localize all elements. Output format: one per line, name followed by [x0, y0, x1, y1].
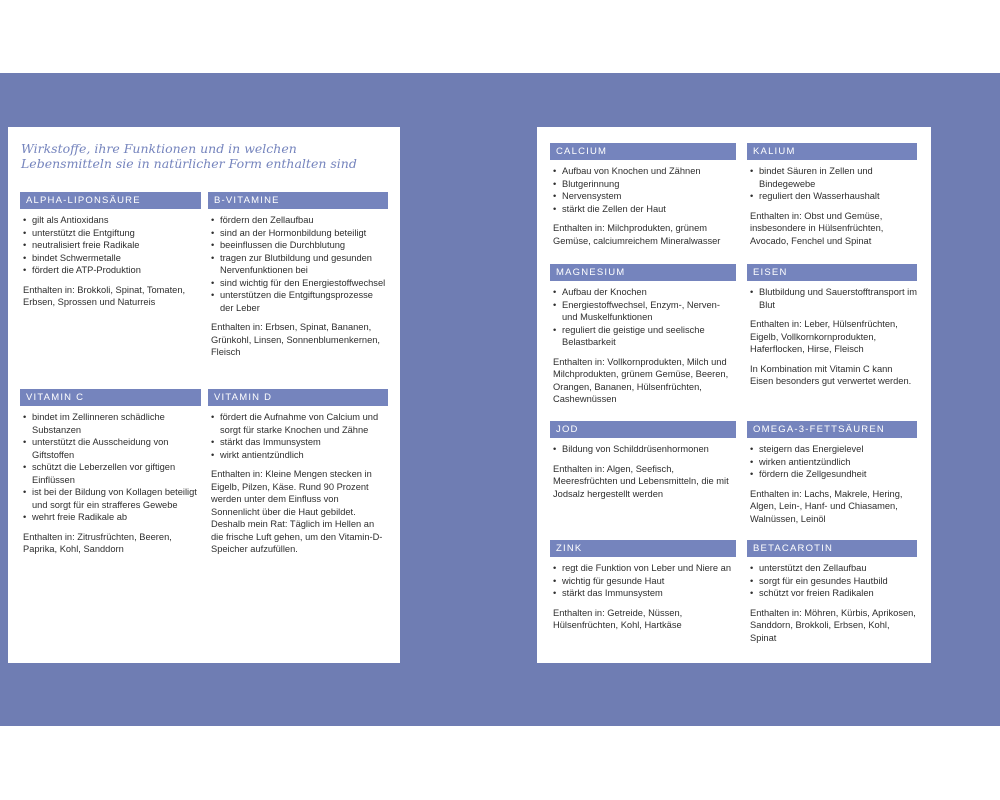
contained-in-text: Enthalten in: Leber, Hülsenfrüchten, Eigelb, Vollkornkornprodukten, Haferflocken, Hirse, Fleisch	[750, 319, 898, 354]
card-body	[550, 281, 736, 406]
list-item: • unterstützt die Ausscheidung von Giftstoffen	[23, 436, 201, 461]
list-item: • bindet Schwermetalle	[23, 252, 201, 265]
card-header: B-VITAMINE	[208, 192, 388, 209]
card-header: EISEN	[747, 264, 917, 281]
list-item: • wirken antientzündlich	[750, 456, 917, 469]
card-body	[20, 209, 201, 309]
card-calcium	[550, 143, 736, 247]
card-jod	[550, 421, 736, 500]
card-b-vitamine	[208, 192, 388, 359]
list-item: • tragen zur Blutbildung und gesunden Nervenfunktionen bei	[211, 252, 388, 277]
list-item: • unterstützt die Entgiftung	[23, 227, 201, 240]
list-item: • stärkt die Zellen der Haut	[553, 203, 736, 216]
list-item: • fördert die ATP-Produktion	[23, 264, 201, 277]
left-page	[8, 127, 400, 663]
card-header: CALCIUM	[550, 143, 736, 160]
bullet-list	[211, 214, 388, 314]
list-item: • bindet im Zellinneren schädliche Substanzen	[23, 411, 201, 436]
contained-in-text: Enthalten in: Zitrusfrüchten, Beeren, Paprika, Kohl, Sanddorn	[23, 531, 172, 554]
card-header: MAGNESIUM	[550, 264, 736, 281]
contained-in-text: Enthalten in: Kleine Mengen stecken in Eigelb, Pilzen, Käse. Rund 90 Prozent werden unter dem Einfluss von Sonnenlicht über die Haut gebildet. Deshalb mein Rat: Täglich im Hellen an die frische Luft gehen, um den Vitamin-D-Speicher aufzufüllen.	[211, 469, 383, 554]
card-zink	[550, 540, 736, 632]
list-item: • wehrt freie Radikale ab	[23, 511, 201, 524]
card-omega-3-fettsaeuren	[747, 421, 917, 525]
list-item: • wirkt antientzündlich	[211, 449, 388, 462]
bullet-list	[553, 286, 736, 349]
contained-in-text: Enthalten in: Möhren, Kürbis, Aprikosen, Sanddorn, Brokkoli, Erbsen, Kohl, Spinat	[750, 607, 916, 643]
list-item: • schützt vor freien Radikalen	[750, 587, 917, 600]
card-magnesium	[550, 264, 736, 406]
list-item: • reguliert den Wasserhaushalt	[750, 190, 917, 203]
bullet-list	[553, 165, 736, 215]
list-item: • Aufbau von Knochen und Zähnen	[553, 165, 736, 178]
card-header: ZINK	[550, 540, 736, 557]
bullet-list	[23, 411, 201, 524]
card-body	[20, 406, 201, 556]
list-item: • Energiestoffwechsel, Enzym-, Nerven- und Muskelfunktionen	[553, 299, 736, 324]
list-item: • bindet Säuren in Zellen und Bindegewebe	[750, 165, 917, 190]
bullet-list	[23, 214, 201, 277]
vitamin-c-note: In Kombination mit Vitamin C kann Eisen besonders gut verwertet werden.	[750, 363, 912, 386]
list-item: • sind wichtig für den Energiestoffwechsel	[211, 277, 388, 290]
list-item: • Nervensystem	[553, 190, 736, 203]
card-header: ALPHA-LIPONSÄURE	[20, 192, 201, 209]
list-item: • Bildung von Schilddrüsenhormonen	[553, 443, 736, 456]
card-vitamin-c	[20, 389, 201, 556]
list-item: • Aufbau der Knochen	[553, 286, 736, 299]
bullet-list	[211, 411, 388, 461]
card-body	[208, 209, 388, 359]
contained-in-text: Enthalten in: Milchprodukten, grünem Gemüse, calciumreichem Mineralwasser	[553, 223, 721, 246]
list-item: • unterstützt den Zellaufbau	[750, 562, 917, 575]
list-item: • sind an der Hormonbildung beteiligt	[211, 227, 388, 240]
card-alpha-liponsaeure	[20, 192, 201, 309]
contained-in-text: Enthalten in: Getreide, Nüssen, Hülsenfrüchten, Kohl, Hartkäse	[553, 607, 683, 630]
list-item: • wichtig für gesunde Haut	[553, 575, 736, 588]
list-item: • stärkt das Immunsystem	[211, 436, 388, 449]
contained-in-text: Enthalten in: Algen, Seefisch, Meeresfrüchten und Lebensmitteln, die mit Jodsalz hergestellt werden	[553, 463, 729, 499]
card-body	[550, 160, 736, 247]
card-header: VITAMIN C	[20, 389, 201, 406]
list-item: • fördert die Aufnahme von Calcium und sorgt für starke Knochen und Zähne	[211, 411, 388, 436]
card-vitamin-d	[208, 389, 388, 556]
card-header: VITAMIN D	[208, 389, 388, 406]
bullet-list	[750, 165, 917, 203]
card-eisen	[747, 264, 917, 388]
card-body	[747, 438, 917, 525]
list-item: • ist bei der Bildung von Kollagen beteiligt und sorgt für ein strafferes Gewebe	[23, 486, 201, 511]
bullet-list	[750, 443, 917, 481]
card-betacarotin	[747, 540, 917, 644]
card-body	[208, 406, 388, 556]
list-item: • beeinflussen die Durchblutung	[211, 239, 388, 252]
card-body	[550, 557, 736, 632]
bullet-list	[553, 562, 736, 600]
card-body	[550, 438, 736, 500]
right-page	[537, 127, 931, 663]
contained-in-text: Enthalten in: Erbsen, Spinat, Bananen, Grünkohl, Linsen, Sonnenblumenkernen, Fleisch	[211, 322, 381, 357]
page-title: Wirkstoffe, ihre Funktionen und in welchen Lebensmitteln sie in natürlicher Form enthalten sind	[21, 141, 357, 171]
list-item: • gilt als Antioxidans	[23, 214, 201, 227]
list-item: • steigern das Energielevel	[750, 443, 917, 456]
list-item: • unterstützen die Entgiftungsprozesse der Leber	[211, 289, 388, 314]
list-item: • Blutgerinnung	[553, 178, 736, 191]
card-header: KALIUM	[747, 143, 917, 160]
card-header: OMEGA-3-FETTSÄUREN	[747, 421, 917, 438]
card-header: JOD	[550, 421, 736, 438]
list-item: • neutralisiert freie Radikale	[23, 239, 201, 252]
list-item: • Blutbildung und Sauerstofftransport im Blut	[750, 286, 917, 311]
list-item: • stärkt das Immunsystem	[553, 587, 736, 600]
list-item: • sorgt für ein gesundes Hautbild	[750, 575, 917, 588]
card-body	[747, 557, 917, 644]
card-body	[747, 281, 917, 388]
list-item: • schützt die Leberzellen vor giftigen Einflüssen	[23, 461, 201, 486]
card-header: BETACAROTIN	[747, 540, 917, 557]
list-item: • reguliert die geistige und seelische Belastbarkeit	[553, 324, 736, 349]
card-kalium	[747, 143, 917, 247]
contained-in-text: Enthalten in: Vollkornprodukten, Milch und Milchprodukten, grünem Gemüse, Beeren, Orangen, Bananen, Hülsenfrüchten, Cashewnüssen	[553, 356, 729, 404]
bullet-list	[750, 562, 917, 600]
list-item: • fördern die Zellgesundheit	[750, 468, 917, 481]
bullet-list	[553, 443, 736, 456]
contained-in-text: Enthalten in: Lachs, Makrele, Hering, Algen, Lein-, Hanf- und Chiasamen, Walnüssen, Leinöl	[750, 488, 903, 524]
contained-in-text: Enthalten in: Obst und Gemüse, insbesondere in Hülsenfrüchten, Avocado, Fenchel und Spinat	[750, 210, 884, 246]
list-item: • fördern den Zellaufbau	[211, 214, 388, 227]
bullet-list	[750, 286, 917, 311]
list-item: • regt die Funktion von Leber und Niere an	[553, 562, 736, 575]
card-body	[747, 160, 917, 247]
contained-in-text: Enthalten in: Brokkoli, Spinat, Tomaten, Erbsen, Sprossen und Naturreis	[23, 284, 186, 307]
